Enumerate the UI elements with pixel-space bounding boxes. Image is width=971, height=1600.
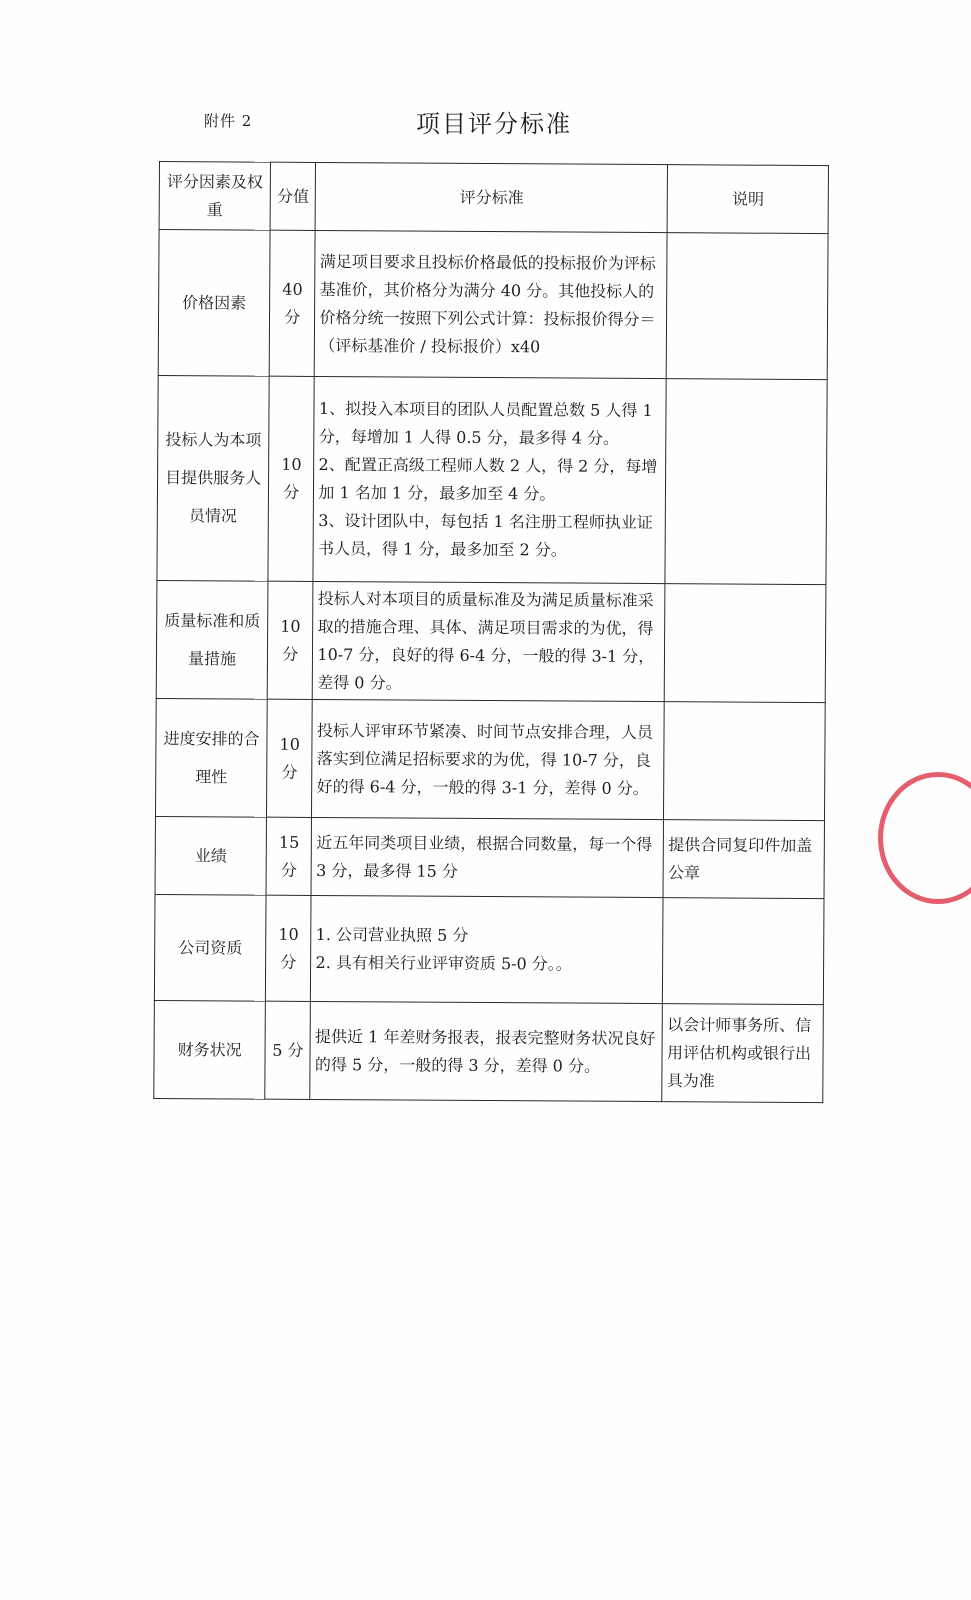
factor-cell: 财务状况 xyxy=(154,1000,266,1099)
criteria-line: 1. 公司营业执照 5 分 xyxy=(315,924,469,945)
table-body xyxy=(154,230,828,1103)
table-row xyxy=(155,816,824,898)
criteria-line: 投标人对本项目的质量标准及为满足质量标准采取的措施合理、具体、满足项目需求的为优，得 10-7 分，良好的得 6-4 分，一般的得 3-1 分，差得 0 分。 xyxy=(317,588,655,692)
factor-cell: 质量标准和质量措施 xyxy=(156,580,268,699)
table-row xyxy=(158,230,828,380)
table-row xyxy=(154,894,824,1004)
official-seal-stamp xyxy=(878,772,971,904)
page-title: 项目评分标准 xyxy=(416,110,572,138)
factor-cell: 公司资质 xyxy=(154,894,266,1001)
criteria-cell xyxy=(311,817,663,897)
note-cell: 以会计师事务所、信用评估机构或银行出具为准 xyxy=(662,1004,823,1103)
score-cell: 15 分 xyxy=(266,817,312,895)
score-cell: 10 分 xyxy=(267,699,313,817)
criteria-cell xyxy=(313,376,666,583)
table-row xyxy=(157,375,827,584)
seal-text: ​ xyxy=(892,827,902,852)
table-row xyxy=(156,580,826,702)
note-cell xyxy=(665,379,827,585)
criteria-line: 提供近 1 年差财务报表，报表完整财务状况良好的得 5 分，一般的得 3 分，差得 0 分。 xyxy=(314,1026,656,1076)
criteria-line: 1、拟投入本项目的团队人员配置总数 5 人得 1 分，每增加 1 人得 0.5 分，最多得 4 分。 xyxy=(318,398,653,448)
score-cell: 10 分 xyxy=(267,581,313,699)
factor-cell: 投标人为本项目提供服务人员情况 xyxy=(157,375,269,581)
criteria-line: 投标人评审环节紧凑、时间节点安排合理，人员落实到位满足招标要求的为优，得 10-7 分，良好的得 6-4 分，一般的得 3-1 分，差得 0 分。 xyxy=(316,720,654,798)
table-header-row xyxy=(159,162,828,234)
header-factor: 评分因素及权重 xyxy=(159,162,271,231)
note-cell xyxy=(663,898,824,1005)
criteria-line: 满足项目要求且投标价格最低的投标报价为评标基准价，其价格分为满分 40 分。其他投标人的价格分统一按照下列公式计算：投标报价得分＝（评标基准价 / 投标报价）x40 xyxy=(319,251,656,356)
criteria-cell xyxy=(312,699,665,819)
score-cell: 10 分 xyxy=(266,895,312,1001)
factor-cell: 业绩 xyxy=(155,816,267,895)
score-cell: 10 分 xyxy=(268,376,315,581)
criteria-cell xyxy=(311,895,664,1003)
table-row xyxy=(154,1000,824,1102)
attachment-label: 附件 2 xyxy=(204,112,253,130)
factor-cell: 价格因素 xyxy=(158,230,270,377)
header-note: 说明 xyxy=(667,165,828,234)
note-cell xyxy=(665,584,826,703)
header-score: 分值 xyxy=(270,162,316,230)
note-cell xyxy=(664,702,825,821)
criteria-line: 3、设计团队中，每包括 1 名注册工程师执业证书人员，得 1 分，最多加至 2 分。 xyxy=(318,510,653,560)
scoring-table xyxy=(153,161,829,1103)
score-cell: 5 分 xyxy=(265,1001,311,1099)
note-cell: 提供合同复印件加盖公章 xyxy=(663,820,824,899)
criteria-line: 近五年同类项目业绩，根据合同数量，每一个得 3 分，最多得 15 分 xyxy=(316,832,653,881)
criteria-cell xyxy=(315,230,668,378)
criteria-line: 2、配置正高级工程师人数 2 人，得 2 分，每增加 1 名加 1 分，最多加至 4 分。 xyxy=(318,454,658,504)
criteria-cell xyxy=(313,581,666,701)
header-criteria: 评分标准 xyxy=(316,162,668,232)
criteria-line: 2. 具有相关行业评审资质 5-0 分。。 xyxy=(315,952,572,974)
criteria-cell xyxy=(310,1001,663,1101)
table-row xyxy=(155,698,825,820)
note-cell xyxy=(667,233,828,380)
factor-cell: 进度安排的合理性 xyxy=(155,698,267,817)
score-cell: 40 分 xyxy=(269,230,315,376)
